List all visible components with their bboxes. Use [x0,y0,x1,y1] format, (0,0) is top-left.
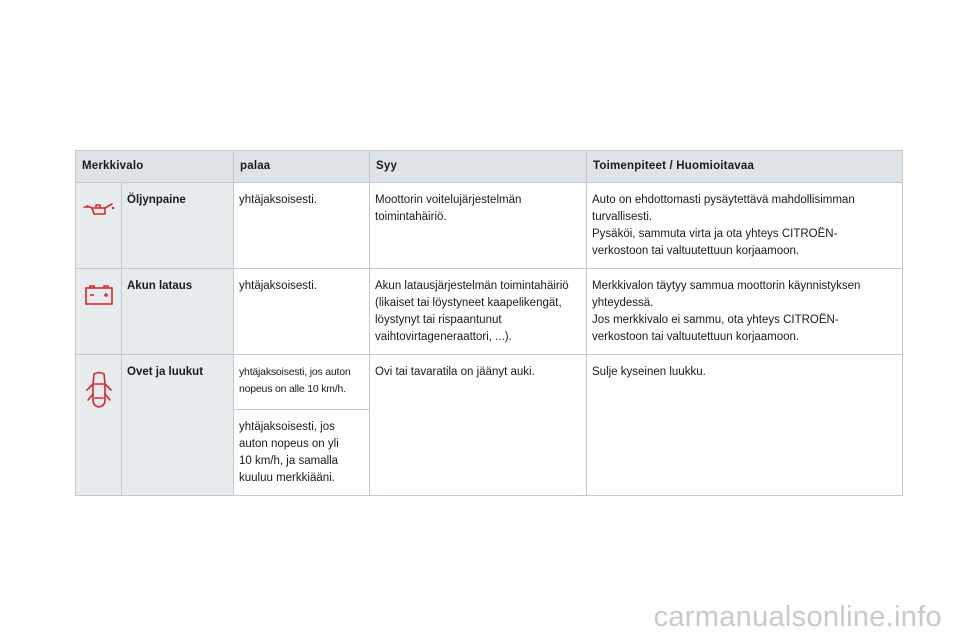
oil-can-icon [83,198,115,218]
open-door-icon [85,370,113,410]
table-header-row [76,151,903,183]
table-row-doors [76,355,903,410]
action-text: Auto on ehdottomasti pysäytettävä mahdollisimman turvallisesti. Pysäköi, sammuta virta ja ota yhteys CITROËN- verkostoon tai valtuutettuun korjaamoon. [587,183,903,269]
warning-lights-table [75,150,903,496]
row-label: Öljynpaine [122,183,234,269]
lights-text: yhtäjaksoisesti. [234,269,370,355]
row-label: Akun lataus [122,269,234,355]
header-lights: palaa [234,151,370,183]
row-label: Ovet ja luukut [122,355,234,496]
action-text: Sulje kyseinen luukku. [587,355,903,496]
icon-cell [76,183,122,269]
lights-text-low-speed: yhtäjaksoisesti, jos auton nopeus on alle 10 km/h. [234,355,370,410]
action-text: Merkkivalon täytyy sammua moottorin käynnistyksen yhteydessä. Jos merkkivalo ei sammu, ota yhteys CITROËN- verkostoon tai valtuutettuun korjaamoon. [587,269,903,355]
table-row-oil-pressure [76,183,903,269]
lights-text-high-speed: yhtäjaksoisesti, jos auton nopeus on yli 10 km/h, ja samalla kuuluu merkkiääni. [234,410,370,496]
icon-cell [76,269,122,355]
header-indicator: Merkkivalo [76,151,234,183]
cause-text: Moottorin voitelujärjestelmän toimintahäiriö. [370,183,587,269]
header-cause: Syy [370,151,587,183]
lights-text: yhtäjaksoisesti. [234,183,370,269]
cause-text: Akun latausjärjestelmän toimintahäiriö (likaiset tai löystyneet kaapelikengät, löystynyt tai rispaantunut vaihtovirtageneraattori, ...). [370,269,587,355]
table-row-battery [76,269,903,355]
watermark: carmanualsonline.info [653,601,942,633]
icon-cell [76,355,122,496]
battery-icon [84,284,114,306]
cause-text: Ovi tai tavaratila on jäänyt auki. [370,355,587,496]
header-action: Toimenpiteet / Huomioitavaa [587,151,903,183]
